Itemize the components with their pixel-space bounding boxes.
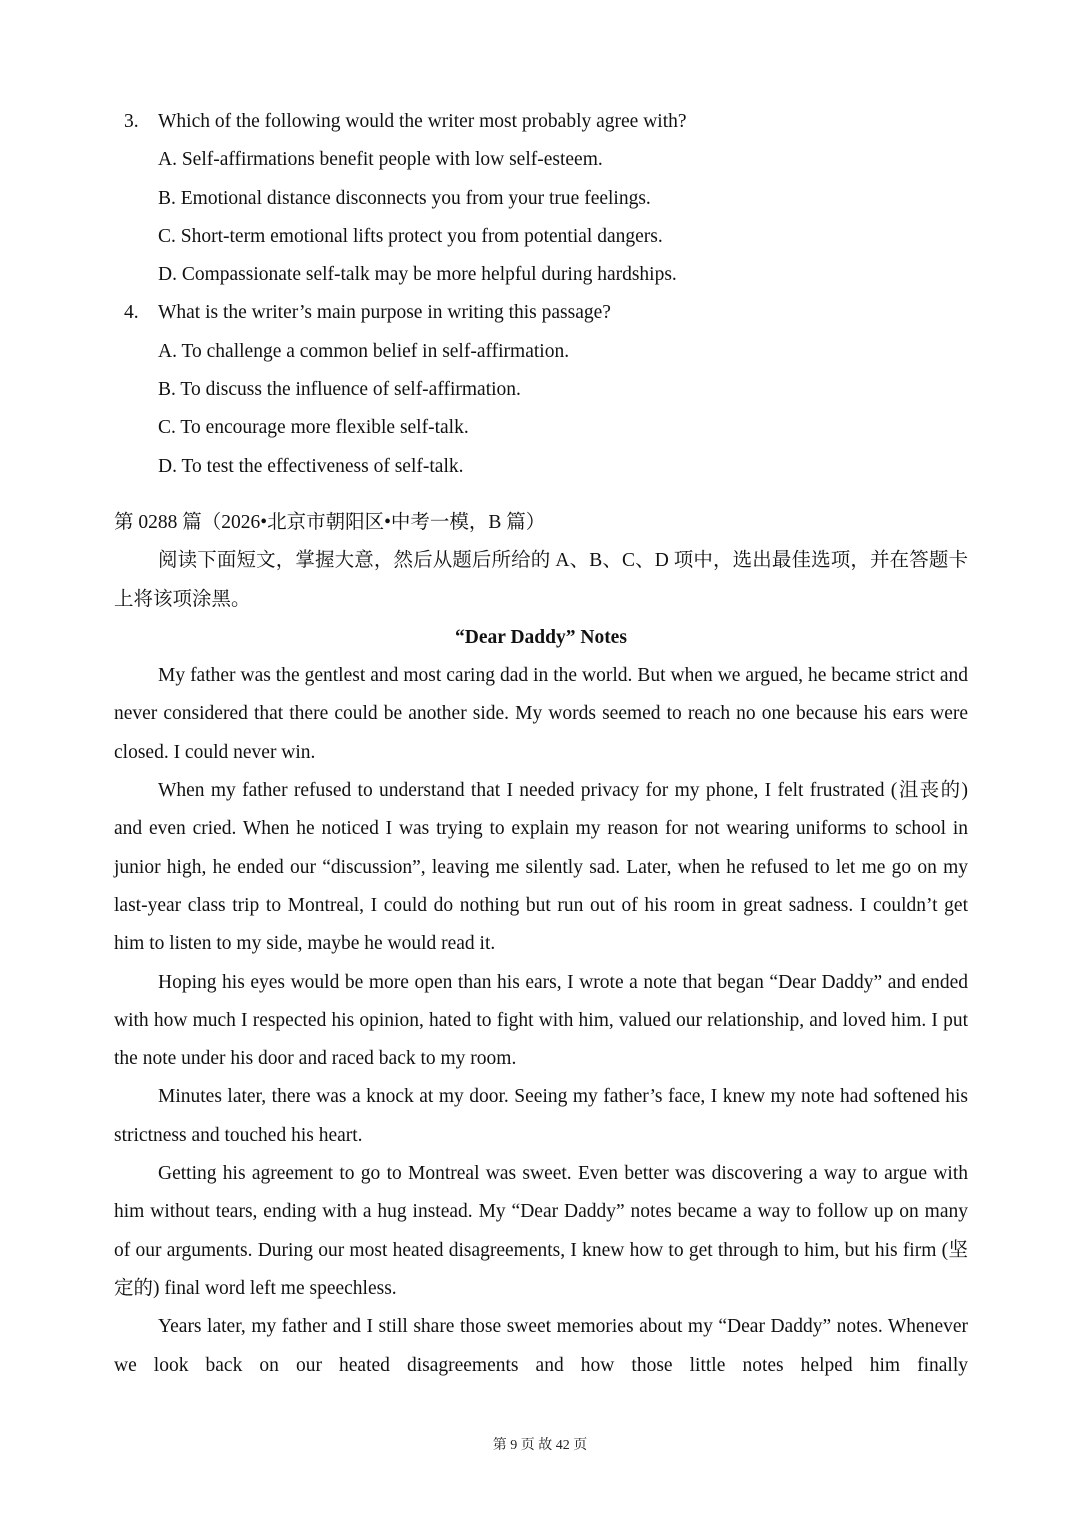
- spacer: [114, 486, 968, 504]
- passage-paragraph: Years later, my father and I still share those sweet memories about my “Dear Daddy” notes. Whenever we look back on our heated disagreements and how those little notes helped him finally: [114, 1316, 968, 1376]
- option: A. Self-affirmations benefit people with low self-esteem.: [158, 149, 603, 171]
- option: D. Compassionate self-talk may be more helpful during hardships.: [158, 264, 677, 286]
- passage-title: “Dear Daddy” Notes: [455, 626, 627, 648]
- question-stem: What is the writer’s main purpose in writing this passage?: [158, 302, 611, 324]
- option: C. To encourage more flexible self-talk.: [158, 417, 469, 439]
- question-number: 3.: [124, 111, 139, 132]
- option: C. Short-term emotional lifts protect you from potential dangers.: [158, 225, 663, 247]
- passage-paragraph: Hoping his eyes would be more open than his ears, I wrote a note that began “Dear Daddy” and ended with how much I respected his opinion, hated to fight with him, valued our relationship, and loved him. I put the note under his door and raced back to my room.: [114, 971, 968, 1070]
- option: B. Emotional distance disconnects you from your true feelings.: [158, 187, 651, 209]
- section-header: 第 0288 篇（2026•北京市朝阳区•中考一模，B 篇）: [114, 511, 546, 533]
- passage-paragraph: Minutes later, there was a knock at my door. Seeing my father’s face, I knew my note had softened his strictness and touched his heart.: [114, 1086, 968, 1146]
- section-instruction: 阅读下面短文，掌握大意，然后从题后所给的 A、B、C、D 项中，选出最佳选项，并在答题卡上将该项涂黑。: [114, 550, 968, 610]
- passage-paragraph: When my father refused to understand that I needed privacy for my phone, I felt frustrated (沮丧的) and even cried. When he noticed I was trying to explain my reason for not wearing uniforms to school in junior high, he ended our “discussion”, leaving me silently sad. Later, when he refused to let me go on my last-year class trip to Montreal, I could do nothing but run out of his room in great sadness. I couldn’t get him to listen to my side, maybe he would read it.: [114, 780, 968, 955]
- question-3: [114, 103, 968, 294]
- option: B. To discuss the influence of self-affirmation.: [158, 379, 521, 401]
- page-footer: 第 9 页 故 42 页: [492, 1438, 588, 1453]
- passage-paragraph: Getting his agreement to go to Montreal was sweet. Even better was discovering a way to argue with him without tears, ending with a hug instead. My “Dear Daddy” notes became a way to follow up on many of our arguments. During our most heated disagreements, I knew how to get through to him, but his firm (坚定的) final word left me speechless.: [114, 1163, 968, 1299]
- question-stem: Which of the following would the writer most probably agree with?: [158, 111, 687, 132]
- page-content: [114, 103, 968, 1385]
- passage-paragraph: My father was the gentlest and most caring dad in the world. But when we argued, he became strict and never considered that there could be another side. My words seemed to reach no one because his ears were closed. I could never win.: [114, 665, 968, 763]
- question-number: 4.: [124, 302, 139, 324]
- question-4: [114, 294, 968, 485]
- option: A. To challenge a common belief in self-affirmation.: [158, 340, 570, 362]
- option: D. To test the effectiveness of self-talk.: [158, 455, 464, 477]
